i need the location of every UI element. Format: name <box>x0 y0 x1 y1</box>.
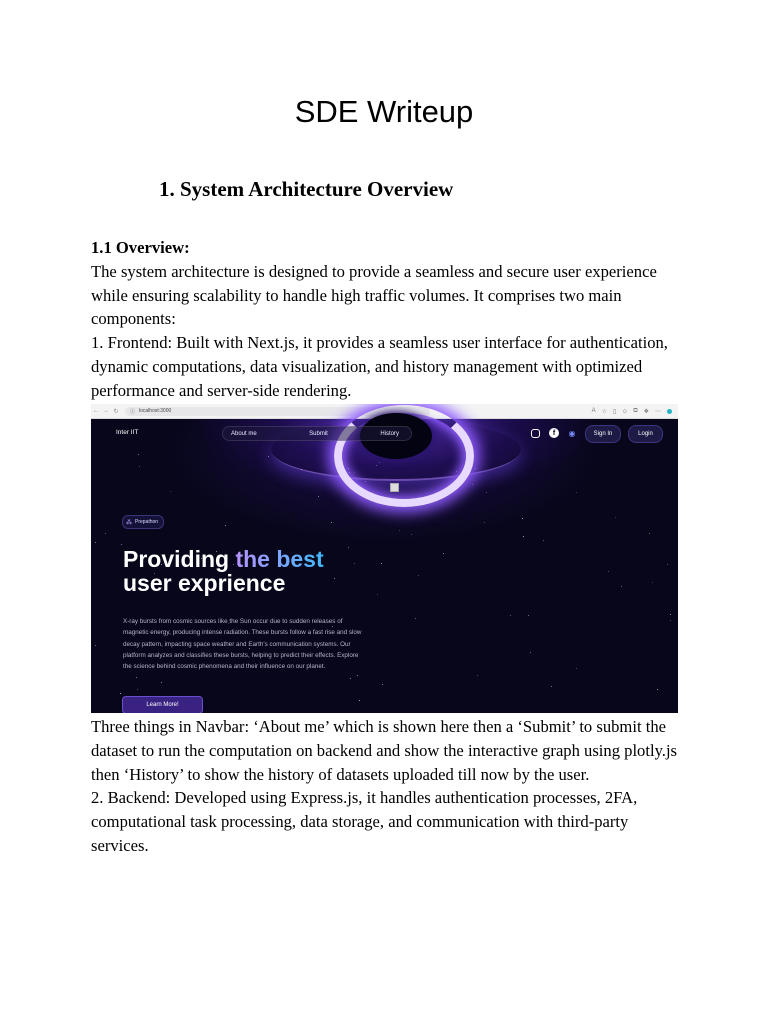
star <box>621 586 622 587</box>
star <box>225 525 226 526</box>
discord-icon[interactable]: ◉ <box>568 428 576 438</box>
facebook-icon[interactable]: f <box>549 428 559 438</box>
hero-title-part1: Providing <box>123 546 236 572</box>
star <box>576 492 577 493</box>
star <box>667 564 668 565</box>
star <box>268 456 269 457</box>
star <box>95 542 96 543</box>
nav-about-me[interactable]: About me <box>231 430 257 437</box>
star <box>348 547 349 548</box>
star <box>486 492 487 493</box>
star <box>615 517 616 518</box>
star <box>418 575 419 576</box>
star <box>528 615 529 616</box>
split-icon[interactable]: ▯ <box>612 408 617 415</box>
address-url: localhost:3000 <box>139 408 172 414</box>
badge-label: Prepathon <box>135 519 159 525</box>
star <box>350 678 351 679</box>
star <box>399 530 400 531</box>
star-icon[interactable]: ☆ <box>601 408 607 415</box>
favorites-icon[interactable]: ✩ <box>622 408 628 415</box>
copilot-icon[interactable] <box>667 409 672 414</box>
navbar-paragraph: Three things in Navbar: ‘About me’ which is shown here then a ‘Submit’ to submit the dataset to run the computation on backend and show the interactive graph using plotly.js then ‘History’ to show the history of datasets uploaded till now by the user. <box>91 717 678 784</box>
star <box>484 522 485 523</box>
overview-text-block <box>91 236 681 403</box>
star <box>472 484 473 485</box>
learn-more-button[interactable]: Learn More! <box>122 696 203 713</box>
site-navbar <box>91 419 678 447</box>
more-icon[interactable]: ⋯ <box>655 408 661 415</box>
embedded-screenshot <box>91 404 678 713</box>
hero-description: X-ray bursts from cosmic sources like the Sun occur due to sudden releases of magnetic energy, producing intense radiation. These bursts follow a fast rise and slow decay pattern, impacting space weather and Earth's communication systems. Our platform analyzes and classifies these bursts, helping to predict their effects. Explore the science behind cosmic phenomena and their influence on our planet. <box>123 618 362 671</box>
brand-logo[interactable]: Inter IIT <box>116 429 139 436</box>
intro-paragraph: The system architecture is designed to provide a seamless and secure user experience while ensuring scalability to handle high traffic volumes. It comprises two main components: <box>91 261 657 329</box>
star <box>139 466 140 467</box>
star <box>530 652 531 653</box>
sign-in-button[interactable]: Sign In <box>585 425 621 443</box>
star <box>443 553 444 554</box>
nav-history[interactable]: History <box>380 430 399 437</box>
star <box>411 534 412 535</box>
star <box>543 540 544 541</box>
star <box>608 571 609 572</box>
star <box>551 686 552 687</box>
star <box>649 533 650 534</box>
hero-title-accent: the best <box>235 546 324 572</box>
nav-submit[interactable]: Submit <box>309 430 328 437</box>
star <box>657 689 658 690</box>
arrow-right-icon[interactable]: → <box>103 408 109 414</box>
arrow-left-icon[interactable]: ← <box>93 408 99 414</box>
star <box>510 615 511 616</box>
star <box>331 522 332 523</box>
star <box>670 614 671 615</box>
section-heading: 1. System Architecture Overview <box>159 177 454 201</box>
hero-title <box>123 547 324 595</box>
star <box>523 536 524 537</box>
read-aloud-icon[interactable]: A <box>591 407 596 414</box>
star <box>121 544 122 545</box>
star <box>318 496 319 497</box>
star <box>161 682 162 683</box>
star <box>477 675 478 676</box>
star <box>670 620 671 621</box>
frontend-item: 1. Frontend: Built with Next.js, it provides a seamless user interface for authentication, dynamic computations, data visualization, and history management with optimized performance and server-side rendering. <box>91 333 668 400</box>
star <box>359 700 360 701</box>
star <box>334 578 335 579</box>
login-button[interactable]: Login <box>628 425 663 443</box>
broken-image-icon <box>390 483 399 492</box>
star <box>415 618 416 619</box>
info-icon: ⓘ <box>130 408 136 415</box>
star <box>120 693 121 694</box>
document-title: SDE Writeup <box>294 94 474 129</box>
instagram-icon[interactable] <box>531 429 540 438</box>
details-text-block <box>91 715 681 858</box>
backend-item: 2. Backend: Developed using Express.js, it handles authentication processes, 2FA, computational task processing, data storage, and communication with third-party services. <box>91 788 638 855</box>
prepathon-badge <box>122 515 164 529</box>
star <box>137 689 138 690</box>
collections-icon[interactable]: ⧉ <box>633 407 638 414</box>
nav-links <box>222 426 412 441</box>
star <box>382 684 383 685</box>
star <box>136 677 137 678</box>
star <box>377 594 378 595</box>
star <box>381 563 382 564</box>
star <box>357 675 358 676</box>
star <box>354 563 355 564</box>
hero-section <box>91 419 678 713</box>
extensions-icon[interactable]: ❖ <box>643 408 649 415</box>
star <box>95 645 96 646</box>
subsection-heading: 1.1 Overview: <box>91 238 190 257</box>
star <box>522 518 523 519</box>
reload-icon[interactable]: ↻ <box>113 408 119 415</box>
star <box>652 582 653 583</box>
star <box>170 491 171 492</box>
star <box>576 668 577 669</box>
hero-title-part2: user exprience <box>123 570 286 596</box>
share-icon: ⁂ <box>126 519 132 526</box>
star <box>138 454 139 455</box>
star <box>105 533 106 534</box>
browser-tools <box>592 408 678 415</box>
